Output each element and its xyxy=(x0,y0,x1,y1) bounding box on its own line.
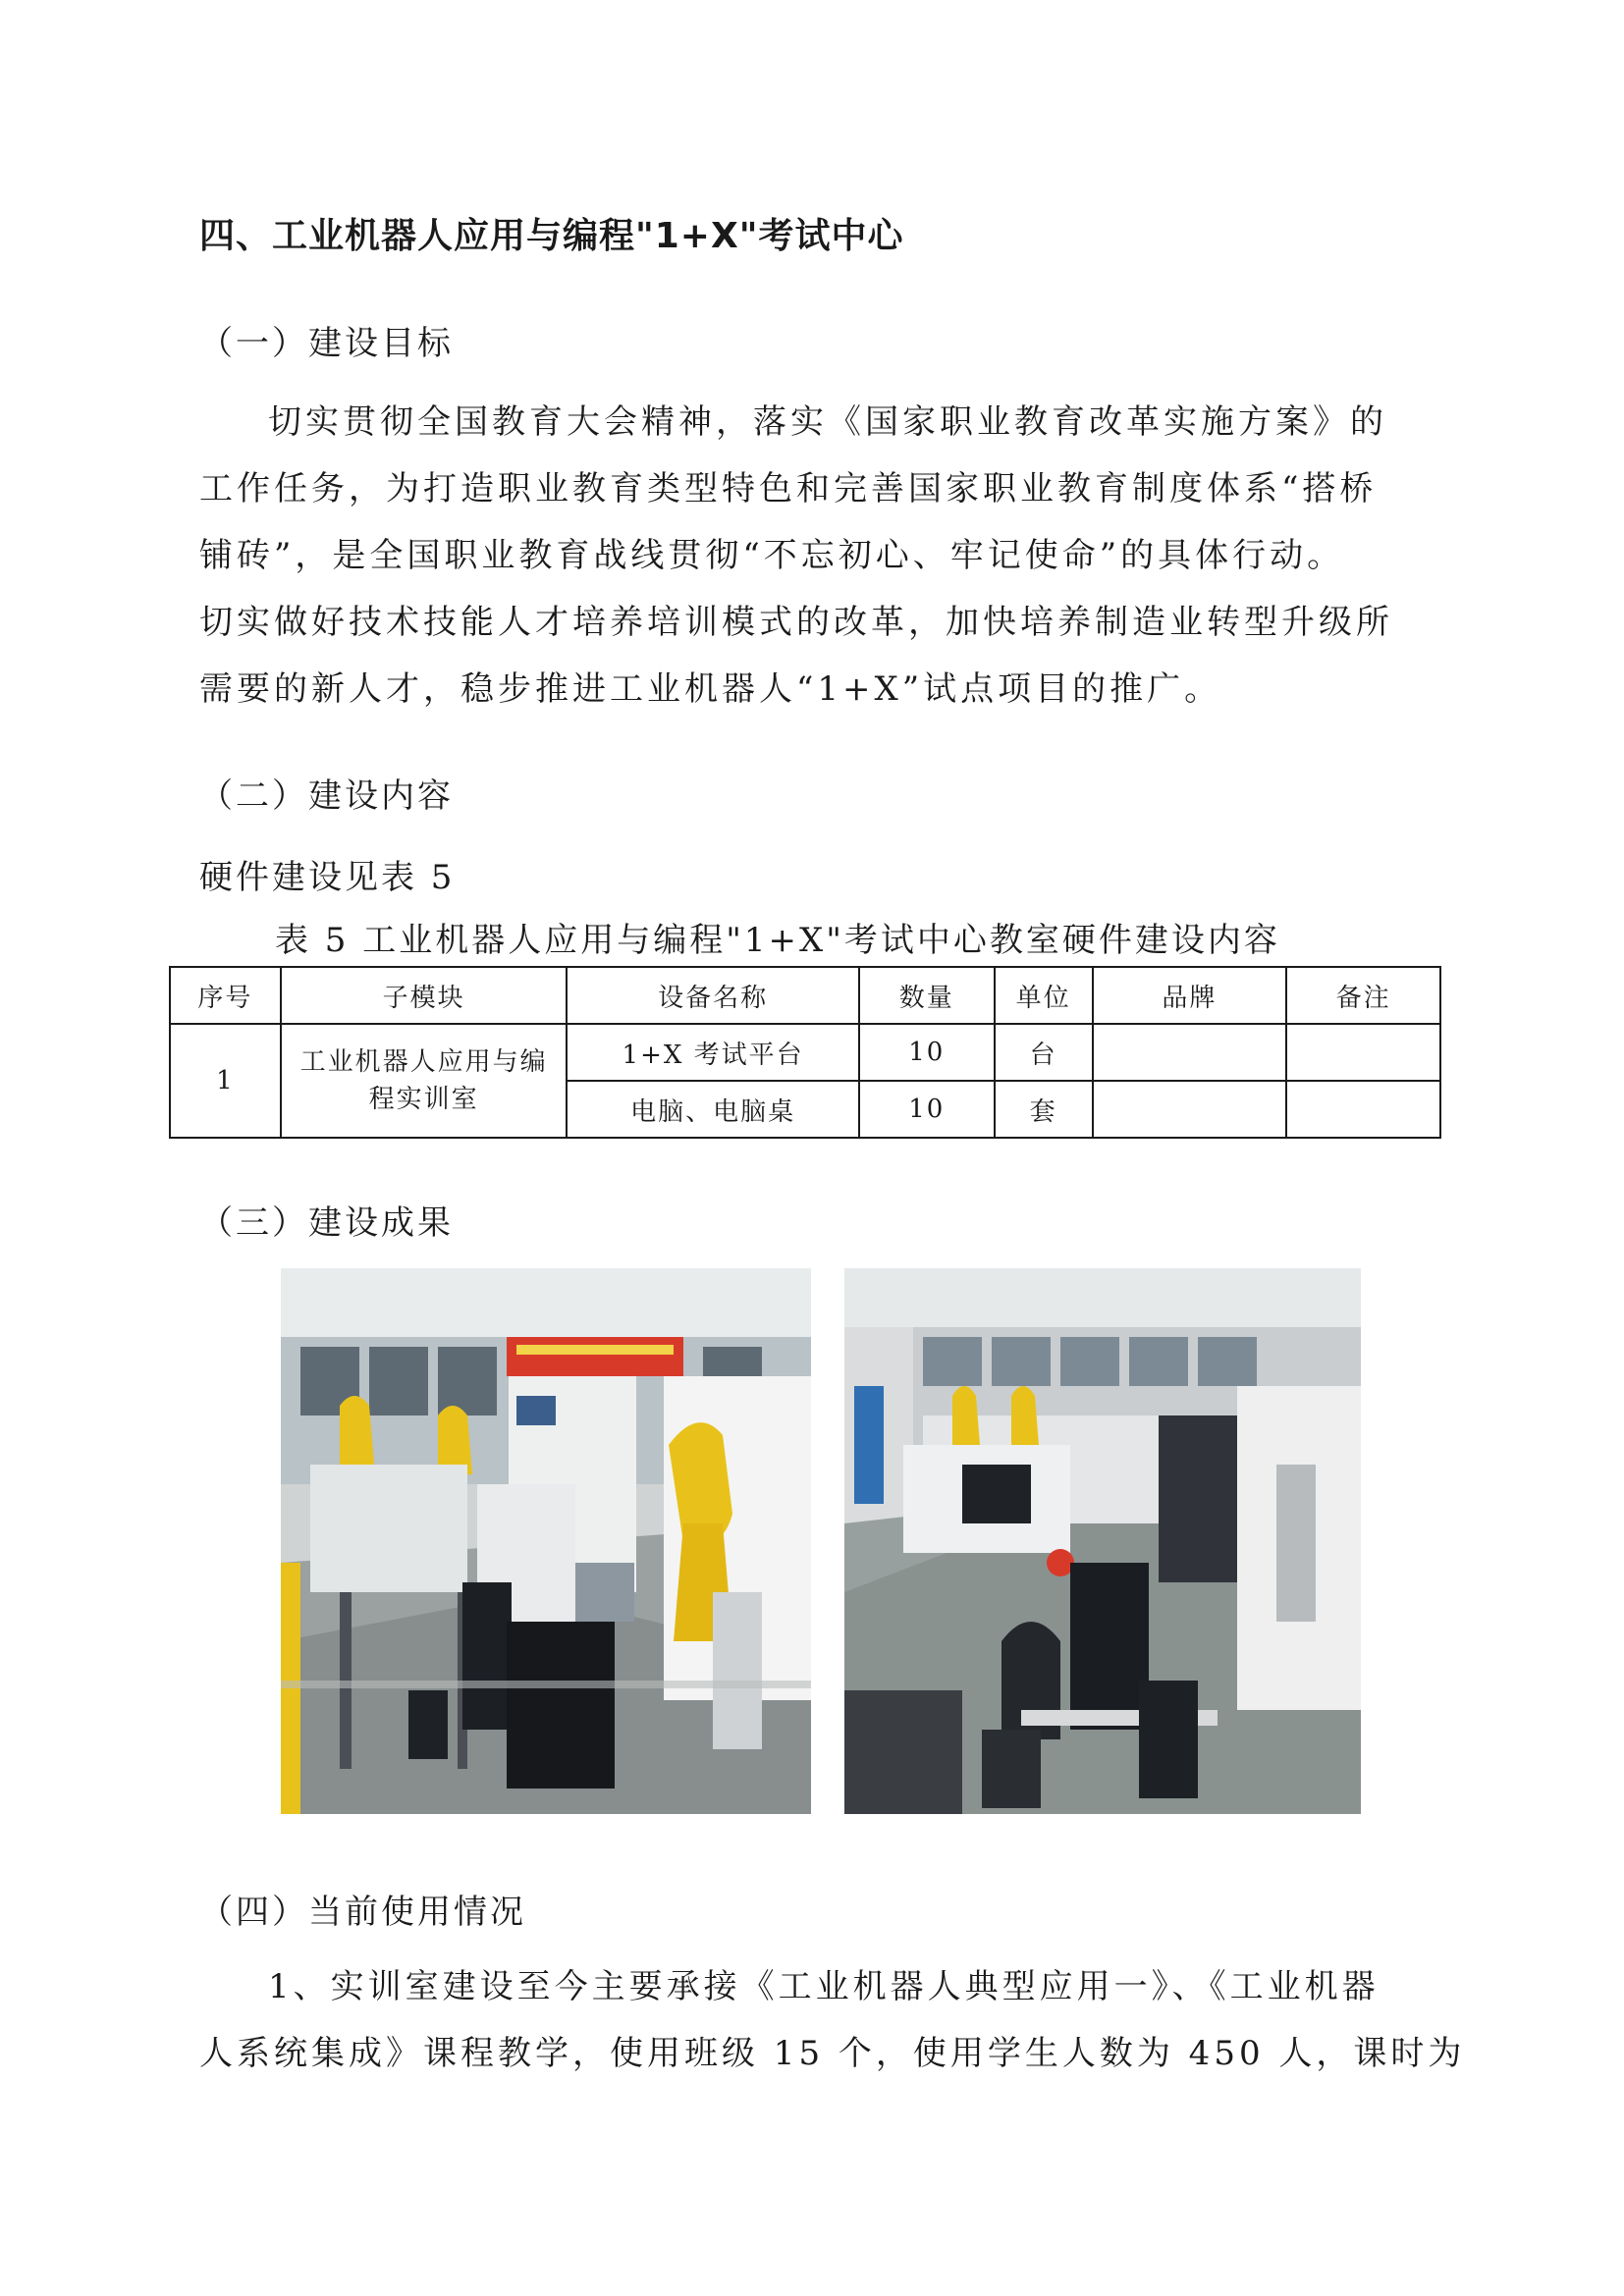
header-cell: 单位 xyxy=(995,967,1093,1024)
usage-paragraph xyxy=(199,1953,1466,2087)
subheading-result: （三）建设成果 xyxy=(199,1203,454,1243)
section-heading: 四、工业机器人应用与编程"1+X"考试中心 xyxy=(199,216,904,256)
goal-line: 切实贯彻全国教育大会精神，落实《国家职业教育改革实施方案》的 xyxy=(268,402,1387,442)
goal-paragraph xyxy=(199,389,1436,722)
header-cell: 设备名称 xyxy=(567,967,859,1024)
subheading-goal: （一）建设目标 xyxy=(199,324,454,363)
submodule-cell: 工业机器人应用与编程实训室 xyxy=(281,1024,568,1138)
table-header-row xyxy=(170,967,1440,1024)
header-cell: 品牌 xyxy=(1093,967,1287,1024)
brand-cell xyxy=(1093,1024,1287,1081)
unit-cell: 套 xyxy=(995,1081,1093,1138)
header-cell: 备注 xyxy=(1286,967,1440,1024)
note-cell xyxy=(1286,1024,1440,1081)
header-cell: 序号 xyxy=(170,967,281,1024)
table-caption: 表 5 工业机器人应用与编程"1+X"考试中心教室硬件建设内容 xyxy=(275,921,1280,960)
brand-cell xyxy=(1093,1081,1287,1138)
subheading-content: （二）建设内容 xyxy=(199,776,454,816)
goal-line: 铺砖”，是全国职业教育战线贯彻“不忘初心、牢记使命”的具体行动。 xyxy=(199,536,1345,575)
lab-photo-left xyxy=(281,1268,811,1814)
qty-cell: 10 xyxy=(859,1081,995,1138)
device-cell: 电脑、电脑桌 xyxy=(567,1081,859,1138)
goal-line: 需要的新人才，稳步推进工业机器人“1+X”试点项目的推广。 xyxy=(199,669,1222,709)
qty-cell: 10 xyxy=(859,1024,995,1081)
device-cell: 1+X 考试平台 xyxy=(567,1024,859,1081)
header-cell: 数量 xyxy=(859,967,995,1024)
unit-cell: 台 xyxy=(995,1024,1093,1081)
usage-line: 1、实训室建设至今主要承接《工业机器人典型应用一》、《工业机器 xyxy=(268,1967,1380,2006)
lab-photo-right xyxy=(844,1268,1361,1814)
hardware-table xyxy=(169,966,1441,1139)
usage-line: 人系统集成》课程教学，使用班级 15 个，使用学生人数为 450 人，课时为 xyxy=(199,2034,1466,2073)
table-row xyxy=(170,1024,1440,1081)
note-cell xyxy=(1286,1081,1440,1138)
hardware-note: 硬件建设见表 5 xyxy=(199,858,456,897)
row-index-cell: 1 xyxy=(170,1024,281,1138)
goal-line: 工作任务，为打造职业教育类型特色和完善国家职业教育制度体系“搭桥 xyxy=(199,469,1378,508)
goal-line: 切实做好技术技能人才培养培训模式的改革，加快培养制造业转型升级所 xyxy=(199,603,1393,642)
header-cell: 子模块 xyxy=(281,967,568,1024)
subheading-usage: （四）当前使用情况 xyxy=(199,1893,526,1932)
